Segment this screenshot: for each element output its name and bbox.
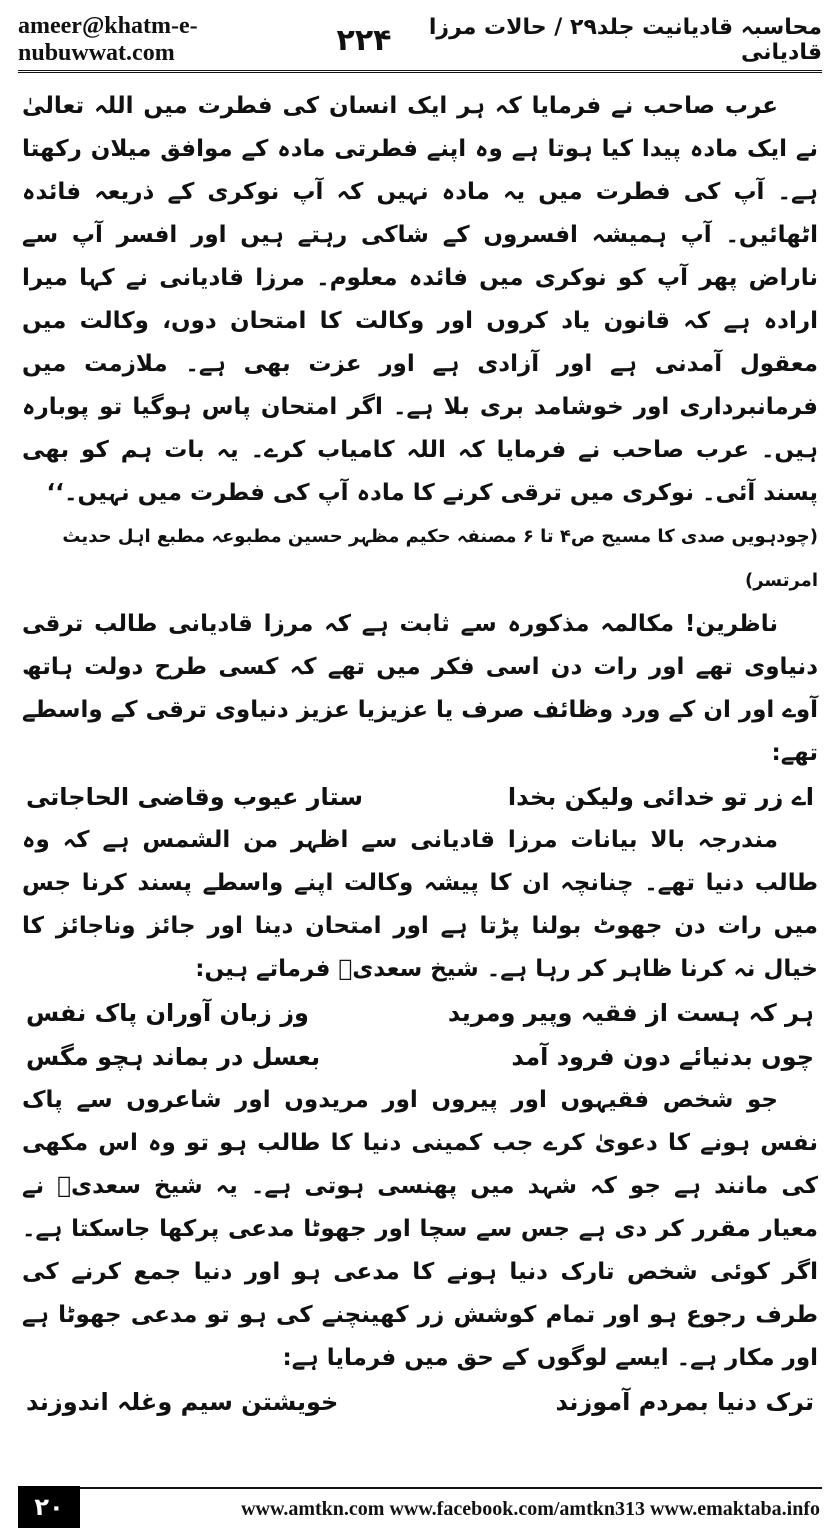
footer-websites: www.amtkn.com www.facebook.com/amtkn313 www.emaktaba.info xyxy=(241,1497,820,1520)
couplet-2 xyxy=(22,991,818,1035)
paragraph-1: عرب صاحب نے فرمایا کہ ہر ایک انسان کی فطرت میں اللہ تعالیٰ نے ایک مادہ پیدا کیا ہوتا ہے وہ اپنے فطرتی مادہ کے موافق میلان رکھتا ہے۔ آپ کی فطرت میں یہ مادہ نہیں کہ آپ نوکری کے ذریعہ فائدہ اٹھائیں۔ آپ ہمیشہ افسروں کے شاکی رہتے ہیں اور افسر آپ سے ناراض پھر آپ کو نوکری میں فائدہ معلوم۔ مرزا قادیانی نے کہا میرا ارادہ ہے کہ قانون یاد کروں اور وکالت کا امتحان دوں، وکالت میں معقول آمدنی ہے اور آزادی ہے اور عزت بھی ہے۔ ملازمت میں فرمانبرداری اور خوشامد بری بلا ہے۔ اگر امتحان پاس ہوگیا تو پوبارہ ہیں۔ عرب صاحب نے فرمایا کہ اللہ کامیاب کرے۔ یہ بات ہم کو بھی پسند آئی۔ نوکری میں ترقی کرنے کا مادہ آپ کی فطرت میں نہیں۔‘‘ xyxy=(22,93,818,506)
folio-number: ۲۰ xyxy=(18,1486,80,1528)
couplet-4-line-1: ترک دنیا بمردم آموزند xyxy=(555,1388,814,1416)
couplet-3-line-1: چوں بدنیائے دون فرود آمد xyxy=(511,1043,814,1071)
couplet-3 xyxy=(22,1035,818,1079)
couplet-4 xyxy=(22,1380,818,1424)
page-number: ۲۲۴ xyxy=(336,22,392,58)
couplet-1-line-2: ستار عیوب وقاضی الحاجاتی xyxy=(26,783,363,811)
header-email: ameer@khatm-e-nubuwwat.com xyxy=(18,13,198,66)
couplet-3-line-2: بعسل در بماند ہچو مگس xyxy=(26,1043,321,1071)
page-body xyxy=(22,85,818,1424)
paragraph-2: ناظرین! مکالمہ مذکورہ سے ثابت ہے کہ مرزا قادیانی طالب ترقی دنیاوی تھے اور رات دن اسی فکر میں تھے کہ کسی طرح دولت ہاتھ آوے اور ان کے ورد وظائف صرف یا عزیزیا عزیز دنیاوی ترقی کے واسطے تھے: xyxy=(22,611,818,766)
paragraph-3: مندرجہ بالا بیانات مرزا قادیانی سے اظہر من الشمس ہے کہ وہ طالب دنیا تھے۔ چنانچہ ان کا پیشہ وکالت اپنے واسطے پسند کرنا جس میں رات دن جھوٹ بولنا پڑتا ہے اور امتحان دینا اور جائز وناجائز کا خیال نہ کرنا ظاہر کر رہا ہے۔ شیخ سعدیؒ فرماتے ہیں: xyxy=(22,827,818,982)
citation: (چودہویں صدی کا مسیح ص۴ تا ۶ مصنفہ حکیم مظہر حسین مطبوعہ مطبع اہل حدیث امرتسر) xyxy=(62,526,818,591)
paragraph-4: جو شخص فقیہوں اور پیروں اور مریدوں اور شاعروں سے پاک نفس ہونے کا دعویٰ کرے جب کمینی دنیا کا طالب ہو تو وہ اس مکھی کی مانند ہے جو کہ شہد میں پھنسی ہوتی ہے۔ یہ شیخ سعدیؒ نے معیار مقرر کر دی ہے جس سے سچا اور جھوٹا مدعی پرکھا جاسکتا ہے۔ اگر کوئی شخص تارک دنیا ہونے کا مدعی ہو اور دنیا جمع کرنے کی طرف رجوع ہو اور تمام کوشش زر کھینچنے کی ہو تو مدعی جھوٹا ہے اور مکار ہے۔ ایسے لوگوں کے حق میں فرمایا ہے: xyxy=(22,1087,818,1371)
couplet-2-line-1: ہر کہ ہست از فقیہ وپیر ومرید xyxy=(447,999,814,1027)
book-title: محاسبہ قادیانیت جلد۲۹ / حالات مرزا قادیانی xyxy=(428,15,822,65)
couplet-1 xyxy=(22,775,818,819)
page-footer xyxy=(18,1487,822,1529)
couplet-4-line-2: خویشتن سیم وغلہ اندوزند xyxy=(26,1388,339,1416)
page-header xyxy=(18,10,822,73)
couplet-1-line-1: اے زر تو خدائی ولیکن بخدا xyxy=(507,783,814,811)
couplet-2-line-2: وز زبان آوران پاک نفس xyxy=(26,999,309,1027)
